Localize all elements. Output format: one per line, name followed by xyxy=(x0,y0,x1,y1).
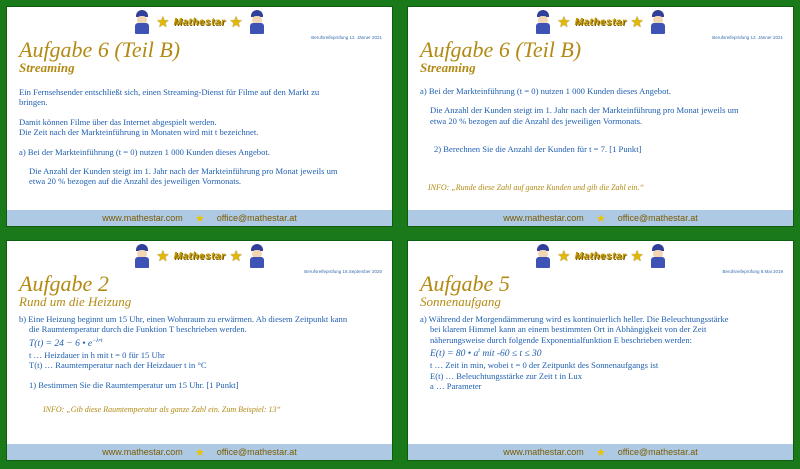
exam-date: Berufsreifeprüfung 12. Jänner 2021 xyxy=(712,35,783,40)
exam-date: Berufsreifeprüfung 12. Jänner 2021 xyxy=(311,35,382,40)
text-line: Damit können Filme über das Internet abgespielt werden. xyxy=(19,116,217,127)
star-icon: ★ xyxy=(595,211,606,225)
footer-bar xyxy=(7,210,392,226)
slide-subtitle: Streaming xyxy=(19,60,75,75)
formula-domain: mit -60 ≤ t ≤ 30 xyxy=(479,349,542,360)
text-line: E(t) … Beleuchtungsstärke zur Zeit t in Lux xyxy=(430,370,583,381)
slide-content xyxy=(19,314,382,390)
question-line: 2) Berechnen Sie die Anzahl der Kunden für t = 7. [1 Punkt] xyxy=(434,144,642,155)
brand-name: Mathestar xyxy=(574,250,627,262)
star-icon: ★ xyxy=(229,246,243,265)
formula-exponent: t xyxy=(478,348,480,355)
email-link[interactable]: office@mathestar.at xyxy=(617,213,698,223)
slide-4 xyxy=(408,241,793,460)
info-hint: INFO: „Gib diese Raumtemperatur als ganze Zahl ein. Zum Beispiel: 13“ xyxy=(43,405,281,414)
star-icon: ★ xyxy=(630,12,644,31)
text-line: Die Anzahl der Kunden steigt im 1. Jahr nach der Markteinführung pro Monat jeweils um xyxy=(430,105,739,116)
slide-subtitle: Streaming xyxy=(420,60,476,75)
formula-base: T(t) = 24 − 6 • e xyxy=(29,338,93,349)
slide-title: Aufgabe 6 (Teil B) xyxy=(420,37,582,62)
info-hint: INFO: „Runde diese Zahl auf ganze Kunden und gib die Zahl ein.“ xyxy=(428,183,644,192)
text-line: etwa 20 % bezogen auf die Anzahl des jeweiligen Vormonats. xyxy=(29,176,242,187)
star-icon: ★ xyxy=(630,246,644,265)
text-line: T(t) … Raumtemperatur nach der Heizdauer t in °C xyxy=(29,360,207,371)
formula-exponent: −λ•t xyxy=(92,337,103,344)
text-line: a) Bei der Markteinführung (t = 0) nutzen 1 000 Kunden dieses Angebot. xyxy=(420,86,671,96)
wizard-mascot-icon xyxy=(247,10,267,34)
wizard-mascot-icon xyxy=(132,244,152,268)
mathestar-logo xyxy=(7,243,392,269)
text-line: bei klarem Himmel kann an einem bestimmten Ort in Abhängigkeit von der Zeit xyxy=(430,324,707,335)
text-line: Die Anzahl der Kunden steigt im 1. Jahr nach der Markteinführung pro Monat jeweils um xyxy=(29,166,338,177)
star-icon: ★ xyxy=(156,12,170,31)
star-icon: ★ xyxy=(595,445,606,459)
slide-title: Aufgabe 2 xyxy=(19,271,109,296)
mathestar-logo xyxy=(408,243,793,269)
star-icon: ★ xyxy=(557,12,571,31)
wizard-mascot-icon xyxy=(533,244,553,268)
star-icon: ★ xyxy=(194,445,205,459)
text-line: bringen. xyxy=(19,97,48,108)
slide-subtitle: Rund um die Heizung xyxy=(19,294,132,309)
footer-bar xyxy=(408,210,793,226)
exam-date: Berufsreifeprüfung 16.September 2020 xyxy=(304,269,382,274)
star-icon: ★ xyxy=(557,246,571,265)
text-line: t … Heizdauer in h mit t = 0 für 15 Uhr xyxy=(29,349,165,360)
slide-3 xyxy=(7,241,392,460)
website-link[interactable]: www.mathestar.com xyxy=(503,213,584,223)
slide-content xyxy=(420,314,783,392)
wizard-mascot-icon xyxy=(648,244,668,268)
text-line: etwa 20 % bezogen auf die Anzahl des jeweiligen Vormonats. xyxy=(430,115,643,126)
website-link[interactable]: www.mathestar.com xyxy=(102,213,183,223)
star-icon: ★ xyxy=(156,246,170,265)
text-line: b) Eine Heizung beginnt um 15 Uhr, einen Wohnraum zu erwärmen. Ab diesem Zeitpunkt kann xyxy=(19,314,348,324)
star-icon: ★ xyxy=(194,211,205,225)
formula xyxy=(420,345,783,360)
brand-name: Mathestar xyxy=(173,16,226,28)
text-line: t … Zeit in min, wobei t = 0 der Zeitpunkt des Sonnenaufgangs ist xyxy=(430,360,659,371)
star-icon: ★ xyxy=(229,12,243,31)
mathestar-logo xyxy=(7,9,392,35)
slide-content xyxy=(420,86,783,155)
email-link[interactable]: office@mathestar.at xyxy=(216,447,297,457)
wizard-mascot-icon xyxy=(533,10,553,34)
brand-name: Mathestar xyxy=(173,250,226,262)
website-link[interactable]: www.mathestar.com xyxy=(102,447,183,457)
text-line: a … Parameter xyxy=(430,381,482,392)
email-link[interactable]: office@mathestar.at xyxy=(617,447,698,457)
footer-bar xyxy=(408,444,793,460)
text-line: Ein Fernsehsender entschließt sich, einen Streaming-Dienst für Filme auf den Markt zu xyxy=(19,87,320,97)
footer-bar xyxy=(7,444,392,460)
text-line: näherungsweise durch folgende Exponentialfunktion E beschrieben werden: xyxy=(430,334,693,345)
text-line: die Raumtemperatur durch die Funktion T beschrieben werden. xyxy=(29,324,247,335)
mathestar-logo xyxy=(408,9,793,35)
formula-base: E(t) = 80 • a xyxy=(430,349,479,360)
text-line: a) Während der Morgendämmerung wird es kontinuierlich heller. Die Beleuchtungsstärke xyxy=(420,314,729,324)
slide-content xyxy=(19,87,382,187)
text-line: Die Zeit nach der Markteinführung in Monaten wird mit t bezeichnet. xyxy=(19,127,259,138)
brand-name: Mathestar xyxy=(574,16,627,28)
slide-subtitle: Sonnenaufgang xyxy=(420,294,501,309)
slide-2 xyxy=(408,7,793,226)
slide-title: Aufgabe 5 xyxy=(420,271,510,296)
slide-title: Aufgabe 6 (Teil B) xyxy=(19,37,181,62)
exam-date: Berufsreifeprüfung 8.Mai 2019 xyxy=(722,269,783,274)
wizard-mascot-icon xyxy=(648,10,668,34)
slide-1 xyxy=(7,7,392,226)
question-line: 1) Bestimmen Sie die Raumtemperatur um 15 Uhr. [1 Punkt] xyxy=(29,379,239,390)
formula xyxy=(19,335,382,350)
wizard-mascot-icon xyxy=(132,10,152,34)
website-link[interactable]: www.mathestar.com xyxy=(503,447,584,457)
text-line: a) Bei der Markteinführung (t = 0) nutzen 1 000 Kunden dieses Angebot. xyxy=(19,146,270,157)
email-link[interactable]: office@mathestar.at xyxy=(216,213,297,223)
wizard-mascot-icon xyxy=(247,244,267,268)
